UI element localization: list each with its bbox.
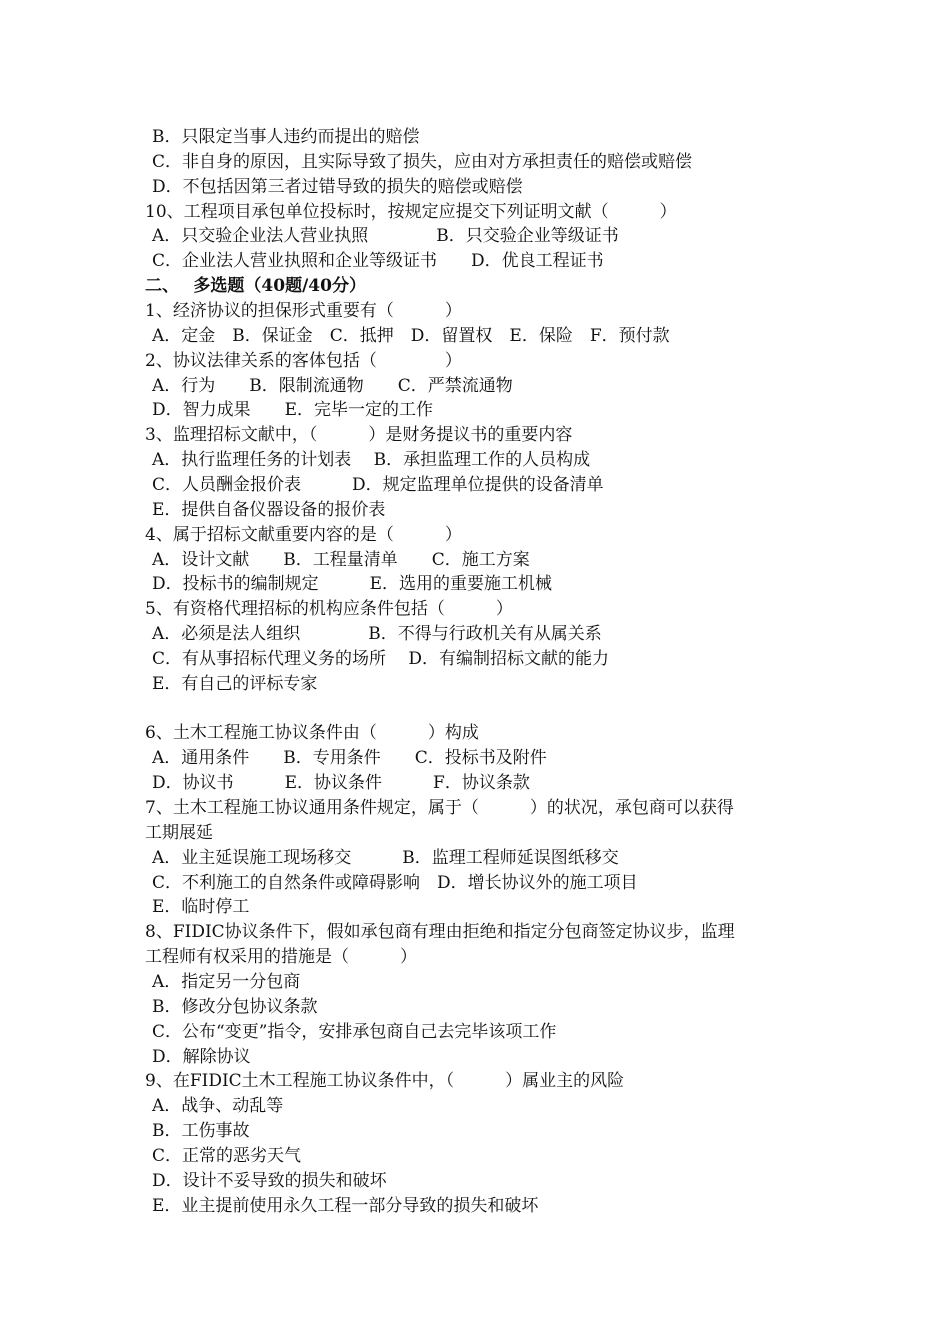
- answer-option-line: A．指定另一分包商: [152, 971, 301, 992]
- answer-option-line: A．必须是法人组织 B．不得与行政机关有从属关系: [152, 624, 602, 644]
- answer-option-line: A．执行监理任务的计划表 B．承担监理工作的人员构成: [152, 450, 591, 471]
- answer-option-line: A．业主延误施工现场移交 B．监理工程师延误图纸移交: [152, 847, 619, 868]
- answer-option-line: D．投标书的编制规定 E．选用的重要施工机械: [152, 574, 553, 595]
- answer-option-line: C．正常的恶劣天气: [152, 1145, 302, 1166]
- question-line: 1、经济协议的担保形式重要有（ ）: [145, 301, 462, 321]
- question-line: 工期展延: [145, 822, 213, 843]
- question-line: 8、FIDIC协议条件下，假如承包商有理由拒绝和指定分包商签定协议步，监理: [145, 922, 735, 943]
- question-line: 5、有资格代理招标的机构应条件包括（ ）: [145, 599, 513, 620]
- answer-option-line: D．智力成果 E．完毕一定的工作: [152, 400, 434, 421]
- answer-option-line: A．设计文献 B．工程量清单 C．施工方案: [152, 549, 530, 570]
- answer-option-line: A．战争、动乱等: [152, 1096, 284, 1117]
- answer-option-line: C．不利施工的自然条件或障碍影响 D．增长协议外的施工项目: [152, 872, 638, 893]
- question-line: 7、土木工程施工协议通用条件规定，属于（ ）的状况，承包商可以获得: [145, 798, 734, 818]
- answer-option-line: C．人员酬金报价表 D．规定监理单位提供的设备清单: [152, 474, 604, 495]
- question-line: 3、监理招标文献中，（ ）是财务提议书的重要内容: [145, 425, 573, 446]
- answer-option-line: B．修改分包协议条款: [152, 996, 318, 1017]
- answer-option-line: D．设计不妥导致的损失和破坏: [152, 1170, 387, 1191]
- question-line: 2、协议法律关系的客体包括（ ）: [145, 350, 462, 371]
- answer-option-line: B．工伤事故: [152, 1121, 250, 1141]
- answer-option-line: A．定金 B．保证金 C．抵押 D．留置权 E．保险 F．预付款: [152, 325, 670, 346]
- answer-option-line: E．临时停工: [152, 897, 250, 918]
- answer-option-line: E．业主提前使用永久工程一部分导致的损失和破坏: [152, 1195, 539, 1216]
- answer-option-line: A．行为 B．限制流通物 C．严禁流通物: [152, 375, 513, 396]
- answer-option-line: E．有自己的评标专家: [152, 673, 318, 694]
- answer-option-line: D．解除协议: [152, 1046, 251, 1067]
- answer-option-line: D．协议书 E．协议条件 F．协议条款: [152, 773, 530, 794]
- answer-option-line: C．企业法人营业执照和企业等级证书 D．优良工程证书: [152, 251, 604, 272]
- question-line: 工程师有权采用的措施是（ ）: [145, 947, 417, 968]
- answer-option-line: C．公布“变更”指令，安排承包商自己去完毕该项工作: [152, 1021, 557, 1042]
- question-line: 6、土木工程施工协议条件由（ ）构成: [145, 723, 479, 744]
- answer-option-line: C．有从事招标代理义务的场所 D．有编制招标文献的能力: [152, 648, 610, 669]
- answer-option-line: B．只限定当事人违约而提出的赔偿: [152, 127, 420, 147]
- question-line: 4、属于招标文献重要内容的是（ ）: [145, 524, 462, 545]
- question-line: 10、工程项目承包单位投标时，按规定应提交下列证明文献（ ）: [145, 201, 677, 222]
- answer-option-line: D．不包括因第三者过错导致的损失的赔偿或赔偿: [152, 176, 523, 197]
- answer-option-line: A．通用条件 B．专用条件 C．投标书及附件: [152, 748, 547, 769]
- question-line: 9、在FIDIC土木工程施工协议条件中，（ ）属业主的风险: [145, 1071, 625, 1092]
- section-heading: 二、 多选题（40题/40分）: [145, 276, 366, 297]
- answer-option-line: E．提供自备仪器设备的报价表: [152, 499, 386, 520]
- answer-option-line: C．非自身的原因，且实际导致了损失，应由对方承担责任的赔偿或赔偿: [152, 151, 693, 172]
- answer-option-line: A．只交验企业法人营业执照 B．只交验企业等级证书: [152, 226, 619, 247]
